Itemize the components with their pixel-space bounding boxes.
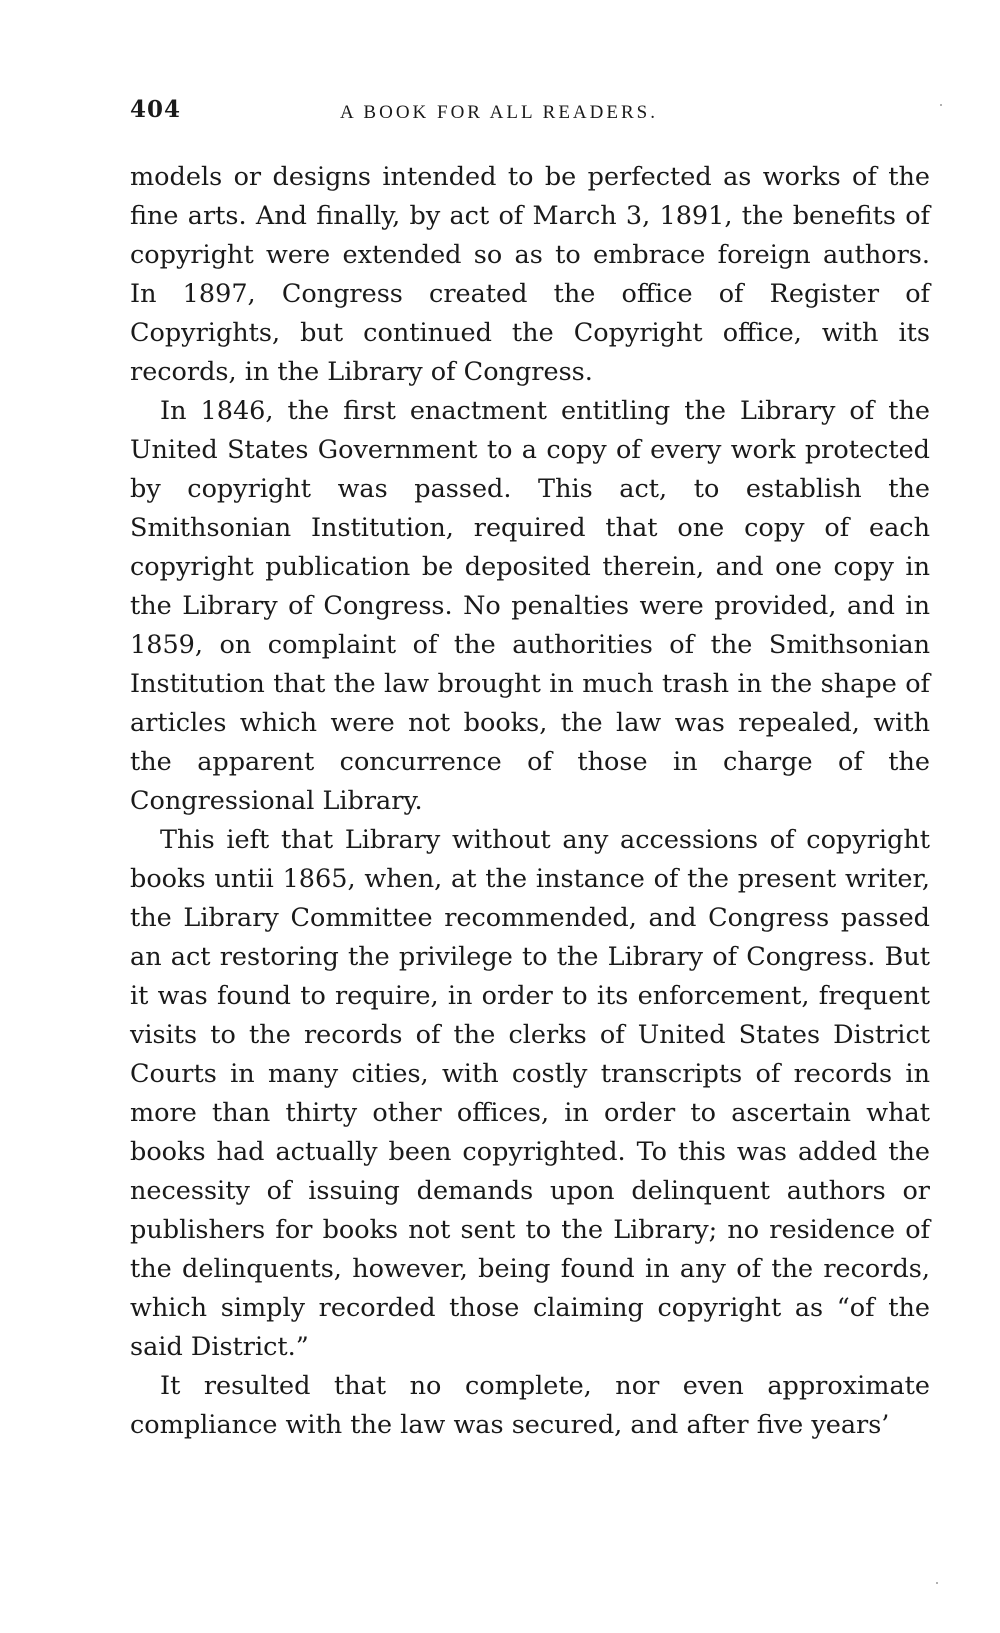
paragraph: In 1846, the first enactment entitling the Library of the United States Government to a copy of every work protected by copyright was passed. This act, to establish the Smithsonian Institution, required that one copy of each copyright publication be deposited therein, and one copy in the Library of Congress. No penalties were provided, and in 1859, on complaint of the authorities of the Smithsonian Institution that the law brought in much trash in the shape of articles which were not books, the law was repealed, with the apparent concurrence of those in charge of the Congressional Library. bbox=[130, 396, 930, 816]
scan-speck bbox=[936, 1582, 938, 1584]
paragraph-continued: models or designs intended to be perfected as works of the fine arts. And finally, by act of March 3, 1891, the benefits of copyright were extended so as to embrace foreign authors. In 1897, Congress created the office of Register of Copyrights, but continued the Copyright office, with its records, in the Library of Congress. bbox=[130, 162, 930, 387]
paragraph: It resulted that no complete, nor even approximate compliance with the law was secured, and after five years’ bbox=[130, 1371, 930, 1440]
running-head: A BOOK FOR ALL READERS. bbox=[340, 102, 658, 123]
paragraph: This ieft that Library without any accessions of copyright books untii 1865, when, at the instance of the present writer, the Library Committee recommended, and Congress passed an act restoring the privilege to the Library of Congress. But it was found to require, in order to its enforcement, frequent visits to the records of the clerks of United States District Courts in many cities, with costly transcripts of records in more than thirty other offices, in order to ascertain what books had actually been copyrighted. To this was added the necessity of issuing demands upon delinquent authors or publishers for books not sent to the Library; no residence of the delinquents, however, being found in any of the records, which simply recorded those claiming copyright as “of the said District.” bbox=[130, 825, 930, 1362]
page-header bbox=[130, 96, 930, 132]
page-number: 404 bbox=[130, 96, 182, 123]
body-text bbox=[130, 158, 930, 1445]
scan-speck bbox=[940, 104, 942, 106]
